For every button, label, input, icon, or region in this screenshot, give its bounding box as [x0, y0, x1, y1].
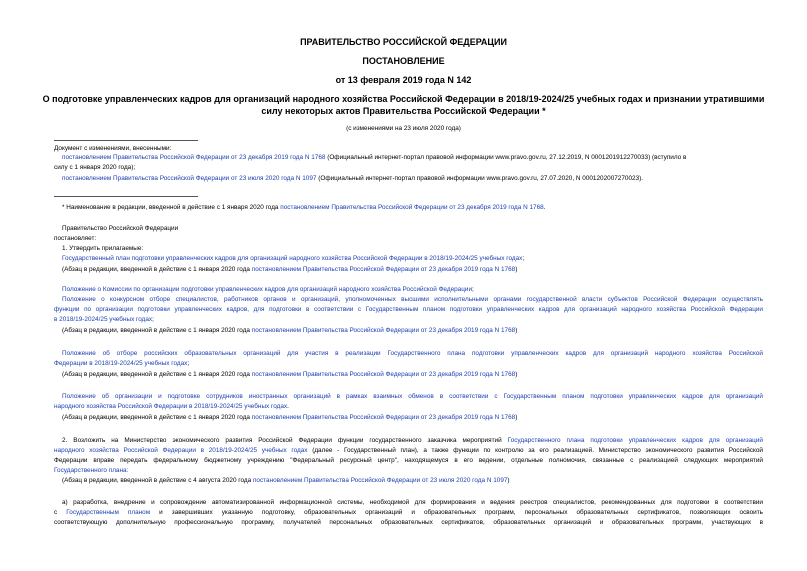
plan-item: Государственный план подготовки управленческих кадров для организаций народного хозяйства Российской Федерации в 2018/19-2024/25 учебных годах;: [62, 255, 525, 262]
changes-intro: Документ с изменениями, внесенными:: [54, 145, 172, 152]
edu-item-line-2: Федерации в 2018/19-2024/25 учебных годах;: [54, 360, 190, 367]
para-a-line-2: с Государственным планом и завершивших указанную подготовку, образовательных организаций и образовательных программ, персональных образовательных сертификатов, позволяющих освоить: [54, 509, 763, 516]
footnote-link[interactable]: постановлением Правительства Российской Федерации от 23 декабря 2019 года N 1768: [280, 204, 544, 211]
edition-link[interactable]: постановлением Правительства Российской Федерации от 23 декабря 2019 года N 1768: [251, 414, 516, 421]
intl-item-line-2: народного хозяйства Российской Федерации в 2018/19-2024/25 учебных годах.: [54, 403, 289, 410]
edition-note: (Абзац в редакции, введенной в действие с 1 января 2020 года постановлением Правительства Российской Федерации от 23 декабря 2019 года N 1768): [62, 371, 518, 378]
amended-note: (с изменениями на 23 июля 2020 года): [346, 125, 461, 132]
para-1: 1. Утвердить прилагаемые:: [62, 245, 144, 252]
change-item-2: постановлением Правительства Российской Федерации от 23 июля 2020 года N 1097 (Официальный интернет-портал правовой информации www.pravo.gov.ru, 27.07.2020, N 0001202007270023).: [62, 175, 644, 182]
para-2-line-2: народного хозяйства Российской Федерации в 2018/19-2024/25 учебных годах (далее - Государственный план), а также функции по контролю за его реализацией. Министерство экономического развития Российской: [54, 447, 763, 454]
contest-item-line-2: функции по организации подготовки управленческих кадров, для подготовки в соответствии с Государственным планом подготовки управленческих кадров для организаций народного хозяйства Российской Федерации: [54, 306, 763, 313]
footnote: * Наименование в редакции, введенной в действие с 1 января 2020 года постановлением Правительства Российской Федерации от 23 декабря 2019 года N 1768.: [62, 204, 546, 211]
title-line-2: силу некоторых актов Правительства Российской Федерации *: [261, 106, 546, 116]
commission-item: Положение о Комиссии по организации подготовки управленческих кадров для организаций народного хозяйства Российской Федерации;: [62, 286, 474, 293]
para-2-line-1: 2. Возложить на Министерство экономического развития Российской Федерации функции государственного заказчика мероприятий Государственного плана подготовки управленческих кадров для организаций: [62, 437, 763, 444]
edition-note: (Абзац в редакции, введенной в действие с 1 января 2020 года постановлением Правительства Российской Федерации от 23 декабря 2019 года N 1768): [62, 266, 518, 273]
decree-1097-link[interactable]: постановлением Правительства Российской Федерации от 23 июля 2020 года N 1097: [62, 175, 317, 182]
title-line-1: О подготовке управленческих кадров для организаций народного хозяйства Российской Федерации в 2018/19-2024/25 учебных годах и признании утратившими: [42, 94, 765, 104]
change-item-1-cont: силу с 1 января 2020 года);: [54, 164, 136, 171]
state-plan-link[interactable]: Государственный план подготовки управленческих кадров для организаций народного хозяйства Российской Федерации в 2018/19-2024/25 учебных годах: [62, 255, 523, 262]
para-a-line-1: а) разработка, внедрение и сопровождение автоматизированной информационной системы, необходимой для формирования и ведения реестров специалистов, рекомендованных для подготовки в соответствии: [62, 499, 763, 506]
para-2-line-4: Государственного плана:: [54, 467, 129, 474]
commission-link[interactable]: Положение о Комиссии по организации подготовки управленческих кадров для организаций народного хозяйства Российской Федерации: [62, 286, 473, 293]
date-number-heading: от 13 февраля 2019 года N 142: [335, 75, 472, 85]
edition-note-2020: (Абзац в редакции, введенной в действие с 4 августа 2020 года постановлением Правительства Российской Федерации от 23 июля 2020 года N 1097): [62, 477, 510, 484]
edition-link[interactable]: постановлением Правительства Российской Федерации от 23 декабря 2019 года N 1768: [251, 327, 516, 334]
para-a-line-3: соответствующую дополнительную профессиональную программу, получателей персональных образовательных сертификатов, образовательных организаций и образовательных программ, участвующих в: [54, 519, 763, 526]
edition-link[interactable]: постановлением Правительства Российской Федерации от 23 декабря 2019 года N 1768: [251, 371, 516, 378]
authority-heading: ПРАВИТЕЛЬСТВО РОССИЙСКОЙ ФЕДЕРАЦИИ: [300, 37, 507, 47]
change-item-1: постановлением Правительства Российской Федерации от 23 декабря 2019 года N 1768 (Официальный интернет-портал правовой информации www.pravo.gov.ru, 27.12.2019, N 0001201912270033) (вступило в: [62, 154, 687, 161]
decrees-label: постановляет:: [54, 235, 97, 242]
decree-1768-link[interactable]: постановлением Правительства Российской Федерации от 23 декабря 2019 года N 1768: [62, 154, 326, 161]
state-plan-ref-link[interactable]: Государственного плана подготовки управленческих кадров для организаций: [507, 437, 763, 444]
divider: [54, 196, 198, 197]
edition-1097-link[interactable]: постановлением Правительства Российской Федерации от 23 июля 2020 года N 1097: [252, 477, 508, 484]
edu-item-line-1: [54, 350, 763, 359]
contest-item-line-3: в 2018/19-2024/25 учебных годах;: [54, 316, 154, 323]
state-plan-short-link[interactable]: Государственным планом: [66, 509, 151, 516]
intl-exchange-link[interactable]: Положение об организации и подготовке сотрудников иностранных организаций в рамках взаимных обменов в соответствии с Государственным планом подготовки управленческих кадров для организаций: [62, 393, 763, 400]
intl-item-line-1: [54, 393, 763, 402]
edition-note: (Абзац в редакции, введенной в действие с 1 января 2020 года постановлением Правительства Российской Федерации от 23 декабря 2019 года N 1768): [62, 327, 518, 334]
contest-item-line-1: [54, 296, 763, 305]
doc-type-heading: ПОСТАНОВЛЕНИЕ: [362, 56, 445, 66]
para-2-line-3: Федерации вправе передать федеральному бюджетному учреждению "Федеральный ресурсный центр", находящемуся в его ведении, отдельные полномочия, связанные с реализацией следующих мероприятий: [54, 457, 763, 464]
government-label: Правительство Российской Федерации: [62, 225, 179, 232]
divider: [54, 140, 198, 141]
edition-link[interactable]: постановлением Правительства Российской Федерации от 23 декабря 2019 года N 1768: [251, 266, 516, 273]
edu-selection-link[interactable]: Положение об отборе российских образовательных организаций для участия в реализации Государственного плана подготовки управленческих кадров для организаций народного хозяйства Российской: [62, 350, 763, 357]
contest-link[interactable]: Положение о конкурсном отборе специалистов, работников органов и организаций, уполномоченных высшими исполнительными органами государственной власти субъектов Российской Федерации осуществлять: [62, 296, 763, 303]
edition-note: (Абзац в редакции, введенной в действие с 1 января 2020 года постановлением Правительства Российской Федерации от 23 декабря 2019 года N 1768): [62, 414, 518, 421]
